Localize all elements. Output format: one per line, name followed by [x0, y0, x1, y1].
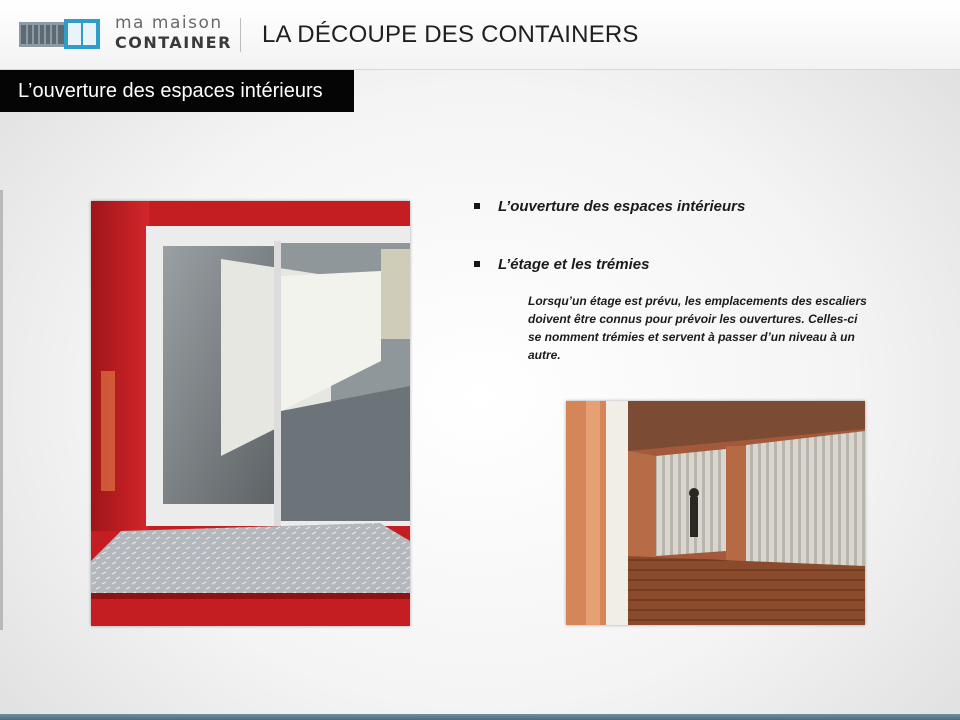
- header: [0, 0, 960, 70]
- brand-name-top: ma maison: [115, 13, 223, 33]
- section-title-bar: [0, 70, 354, 112]
- left-edge-divider: [0, 190, 3, 630]
- bullet-square-icon: [474, 261, 480, 267]
- bullet-square-icon: [474, 203, 480, 209]
- bullet-text: L’étage et les trémies: [498, 256, 650, 273]
- bullet-text: L’ouverture des espaces intérieurs: [498, 198, 746, 215]
- footer-accent-line: [0, 714, 960, 720]
- sliding-door-photo: [91, 201, 410, 626]
- brand-name-bottom: CONTAINER: [115, 33, 232, 52]
- slide-title: LA DÉCOUPE DES CONTAINERS: [262, 21, 639, 48]
- description-paragraph: Lorsqu’un étage est prévu, les emplacements des escaliers doivent être connus pour prévoir les ouvertures. Celles-ci se nomment trémies et servent à passer d’un niveau à un autre.: [528, 294, 867, 362]
- container-logo-icon: [18, 18, 102, 50]
- section-title: L’ouverture des espaces intérieurs: [18, 80, 323, 102]
- container-interior-photo: [566, 401, 865, 625]
- header-separator: [240, 18, 241, 52]
